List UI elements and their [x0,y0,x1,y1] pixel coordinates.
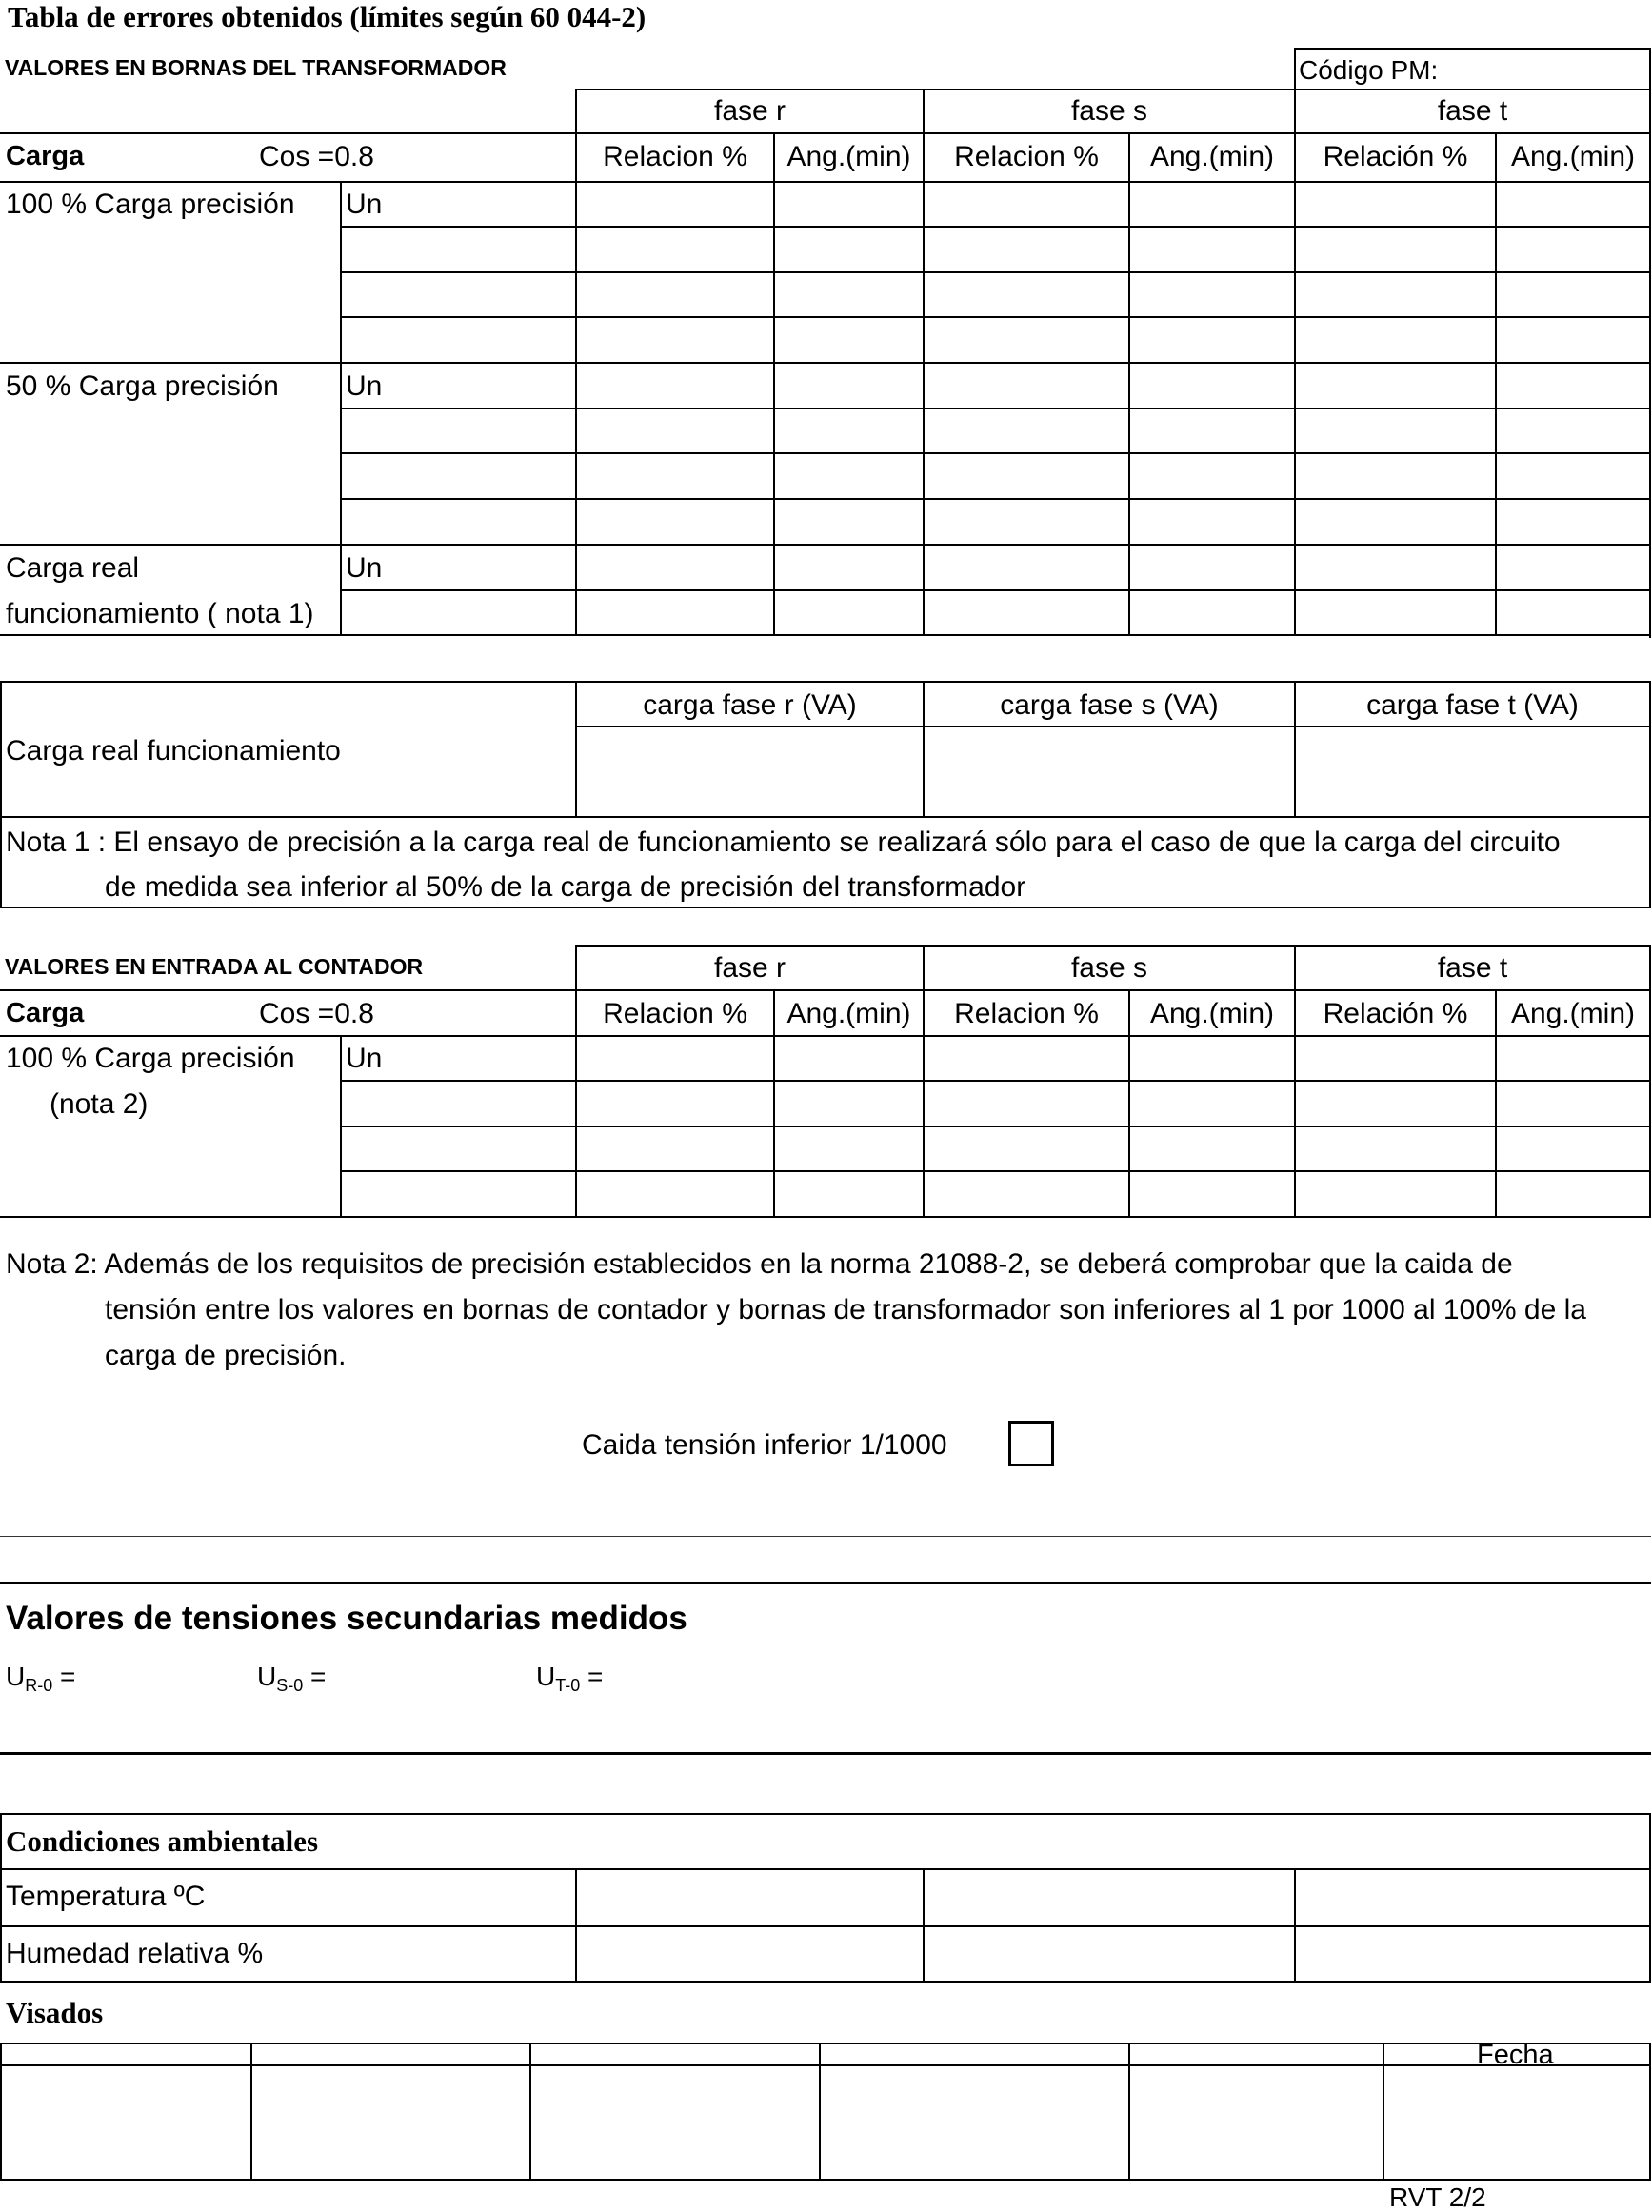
col-header-ang-t: Ang.(min) [1510,141,1636,172]
s3-phase-header-s: fase s [1070,952,1148,984]
row-100-carga-label: 100 % Carga precisión [6,189,295,220]
col-header-relacion-s: Relacion % [954,141,1099,172]
row-real-label-1: Carga real [6,552,140,584]
section3-heading: VALORES EN ENTRADA AL CONTADOR [5,954,424,979]
phase-header-s: fase s [1070,95,1148,127]
caida-tension-label: Caida tensión inferior 1/1000 [582,1429,947,1461]
s3-col-header-ang-t: Ang.(min) [1510,998,1636,1029]
humedad-label: Humedad relativa % [6,1938,264,1969]
s3-col-header-relacion-t: Relación % [1323,998,1468,1029]
s3-phase-header-r: fase r [713,952,786,984]
carga-label: Carga [6,141,85,171]
row-50-un: Un [346,370,383,402]
temperatura-label: Temperatura ºC [6,1881,206,1912]
row-100-un: Un [346,189,383,220]
nota1-line1: Nota 1 : El ensayo de precisión a la carga real de funcionamiento se realizará sólo para el caso de que la carga del circuito [6,827,1561,858]
section1-heading: VALORES EN BORNAS DEL TRANSFORMADOR [5,55,507,80]
nota2-line2: tensión entre los valores en bornas de contador y bornas de transformador son inferiores al 1 por 1000 al 100% de la [105,1294,1586,1325]
s3-col-header-ang-r: Ang.(min) [786,998,911,1029]
col-header-relacion-t: Relación % [1323,141,1468,172]
s3-col-header-relacion-r: Relacion % [603,998,747,1029]
row-real-un: Un [346,552,383,584]
row-real-label-2: funcionamiento ( nota 1) [6,598,314,629]
s3-phase-header-t: fase t [1437,952,1508,984]
caida-tension-checkbox[interactable] [1008,1421,1054,1466]
s3-col-header-ang-s: Ang.(min) [1149,998,1275,1029]
page-title: Tabla de errores obtenidos (límites según 60 044-2) [8,0,647,33]
codigo-pm-label: Código PM: [1299,55,1439,85]
carga-fase-r-header: carga fase r (VA) [643,689,857,721]
tension-ur0: $U_{R-0}$ = [6,1662,76,1695]
s3-col-header-relacion-s: Relacion % [954,998,1099,1029]
visados-heading: Visados [6,1996,104,2029]
ambientales-heading: Condiciones ambientales [6,1824,319,1858]
col-header-ang-s: Ang.(min) [1149,141,1275,172]
tensiones-heading: Valores de tensiones secundarias medidos [6,1600,687,1637]
footer-code: RVT 2/2 [1389,2182,1486,2212]
nota1-line2: de medida sea inferior al 50% de la carga de precisión del transformador [105,871,1026,903]
row-50-carga-label: 50 % Carga precisión [6,370,279,402]
phase-header-t: fase t [1437,95,1508,127]
tension-us0: $U_{S-0}$ = [257,1662,327,1695]
s3-row-un: Un [346,1043,383,1074]
phase-header-r: fase r [713,95,786,127]
carga-fase-s-header: carga fase s (VA) [1000,689,1219,721]
nota2-line3: carga de precisión. [105,1340,347,1371]
col-header-relacion-r: Relacion % [603,141,747,172]
s3-row-label-1: 100 % Carga precisión [6,1043,295,1074]
nota2-line1: Nota 2: Además de los requisitos de precisión establecidos en la norma 21088-2, se deberá comprobar que la caida de [6,1248,1513,1280]
carga-real-funcionamiento-label: Carga real funcionamiento [6,735,341,767]
s3-cos-label: Cos =0.8 [259,998,374,1029]
tension-ut0: $U_{T-0}$ = [536,1662,604,1695]
s3-row-label-2: (nota 2) [50,1088,149,1120]
fecha-label: Fecha [1477,2040,1554,2070]
cos-label: Cos =0.8 [259,141,374,172]
s3-carga-label: Carga [6,998,85,1028]
col-header-ang-r: Ang.(min) [786,141,911,172]
carga-fase-t-header: carga fase t (VA) [1366,689,1579,721]
